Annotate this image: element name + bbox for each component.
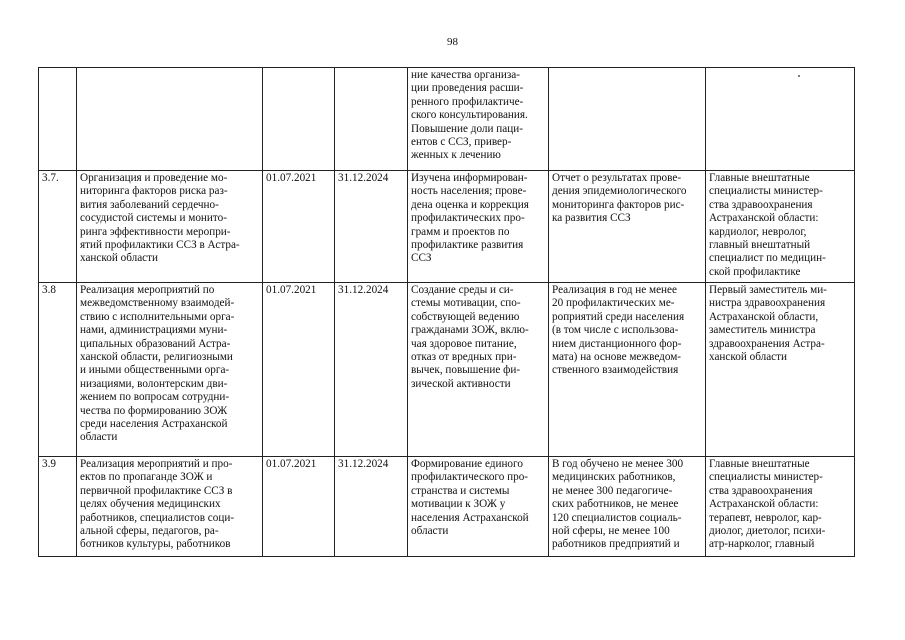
page-number: 98 — [447, 36, 458, 48]
expected-result: Изучена информирован- ность населения; прове- дена оценка и коррекция профилактических про- грамм и проектов по профилактике развития ССЗ — [411, 172, 529, 265]
expected-result: ние качества организа- ции проведения расши- ренного профилактиче- ского консультирования. Повышение доли паци- ентов с ССЗ, привер- женных к лечению — [411, 69, 528, 162]
end-date: 31.12.2024 — [338, 284, 389, 296]
measure-name-cell — [77, 171, 263, 283]
indicator-cell — [549, 68, 706, 171]
row-number-cell — [39, 283, 77, 457]
table-row — [39, 283, 855, 457]
end-date-cell — [335, 68, 408, 171]
start-date-cell — [263, 68, 335, 171]
expected-result-cell — [408, 457, 549, 557]
start-date: 01.07.2021 — [266, 172, 317, 184]
indicator: Реализация в год не менее 20 профилактических ме- роприятий среди населения (в том числе с использова- нием дистанционного фор- мата) на основе межведом- ственного взаимодействия — [552, 284, 685, 377]
expected-result-cell — [408, 171, 549, 283]
end-date: 31.12.2024 — [338, 172, 389, 184]
indicator: Отчет о результатах прове- дения эпидемиологического мониторинга факторов рис- ка развития ССЗ — [552, 172, 687, 225]
expected-result: Формирование единого профилактического про- странства и системы мотивации к ЗОЖ у населения Астраханской области — [411, 458, 529, 538]
row-number: 3.9 — [42, 458, 56, 470]
row-number: 3.7. — [42, 172, 59, 184]
end-date-cell — [335, 283, 408, 457]
responsible: Главные внештатные специалисты министер- ства здравоохранения Астраханской области: кардиолог, невролог, главный внештатный специалист по медицин- ской профилактике — [709, 172, 826, 278]
table-row — [39, 68, 855, 171]
indicator-cell — [549, 171, 706, 283]
scan-speck — [798, 75, 800, 77]
measures-table — [38, 67, 855, 557]
indicator-cell — [549, 457, 706, 557]
start-date-cell — [263, 283, 335, 457]
table-row — [39, 457, 855, 557]
measure-name-cell — [77, 283, 263, 457]
row-number: 3.8 — [42, 284, 56, 296]
measure-name-cell — [77, 457, 263, 557]
expected-result-cell — [408, 68, 549, 171]
row-number-cell — [39, 171, 77, 283]
start-date: 01.07.2021 — [266, 284, 317, 296]
responsible: Первый заместитель ми- нистра здравоохранения Астраханской области, заместитель министра здравоохранения Астра- ханской области — [709, 284, 827, 364]
responsible-cell — [706, 283, 855, 457]
measure-name: Реализация мероприятий и про- ектов по пропаганде ЗОЖ и первичной профилактике ССЗ в целях обучения медицинских работников, специалистов соци- альной сферы, педагогов, ра- ботников культуры, работников — [80, 458, 235, 551]
row-number-cell — [39, 457, 77, 557]
responsible-cell — [706, 171, 855, 283]
measure-name-cell — [77, 68, 263, 171]
responsible: Главные внештатные специалисты министер- ства здравоохранения Астраханской области: терапевт, невролог, кар- диолог, диетолог, психи- атр-нарколог, главный — [709, 458, 826, 551]
row-number-cell — [39, 68, 77, 171]
start-date-cell — [263, 171, 335, 283]
end-date-cell — [335, 171, 408, 283]
responsible-cell — [706, 68, 855, 171]
indicator-cell — [549, 283, 706, 457]
end-date-cell — [335, 457, 408, 557]
measures-table-container — [38, 67, 854, 557]
measure-name: Организация и проведение мо- ниторинга факторов риска раз- вития заболеваний сердечно- сосудистой системы и монито- ринга эффективности меропри- ятий профилактики ССЗ в Астра- ханской области — [80, 172, 240, 265]
end-date: 31.12.2024 — [338, 458, 389, 470]
responsible-cell — [706, 457, 855, 557]
expected-result: Создание среды и си- стемы мотивации, спо- собствующей ведению гражданами ЗОЖ, вклю- чая здоровое питание, отказ от вредных при- вычек, повышение фи- зической активности — [411, 284, 529, 390]
table-row — [39, 171, 855, 283]
expected-result-cell — [408, 283, 549, 457]
start-date-cell — [263, 457, 335, 557]
indicator: В год обучено не менее 300 медицинских работников, не менее 300 педагогиче- ских работников, не менее 120 специалистов социаль- ной сферы, не менее 100 работников предприятий и — [552, 458, 684, 551]
measure-name: Реализация мероприятий по межведомственному взаимодей- ствию с исполнительными орга- нами, администрациями муни- ципальных образований Астра- ханской области, религиозными и иными общественными орга- низациями, волонтерским дви- жением по вопросам сотрудни- чества по формированию ЗОЖ среди населения Астраханской области — [80, 284, 235, 444]
start-date: 01.07.2021 — [266, 458, 317, 470]
